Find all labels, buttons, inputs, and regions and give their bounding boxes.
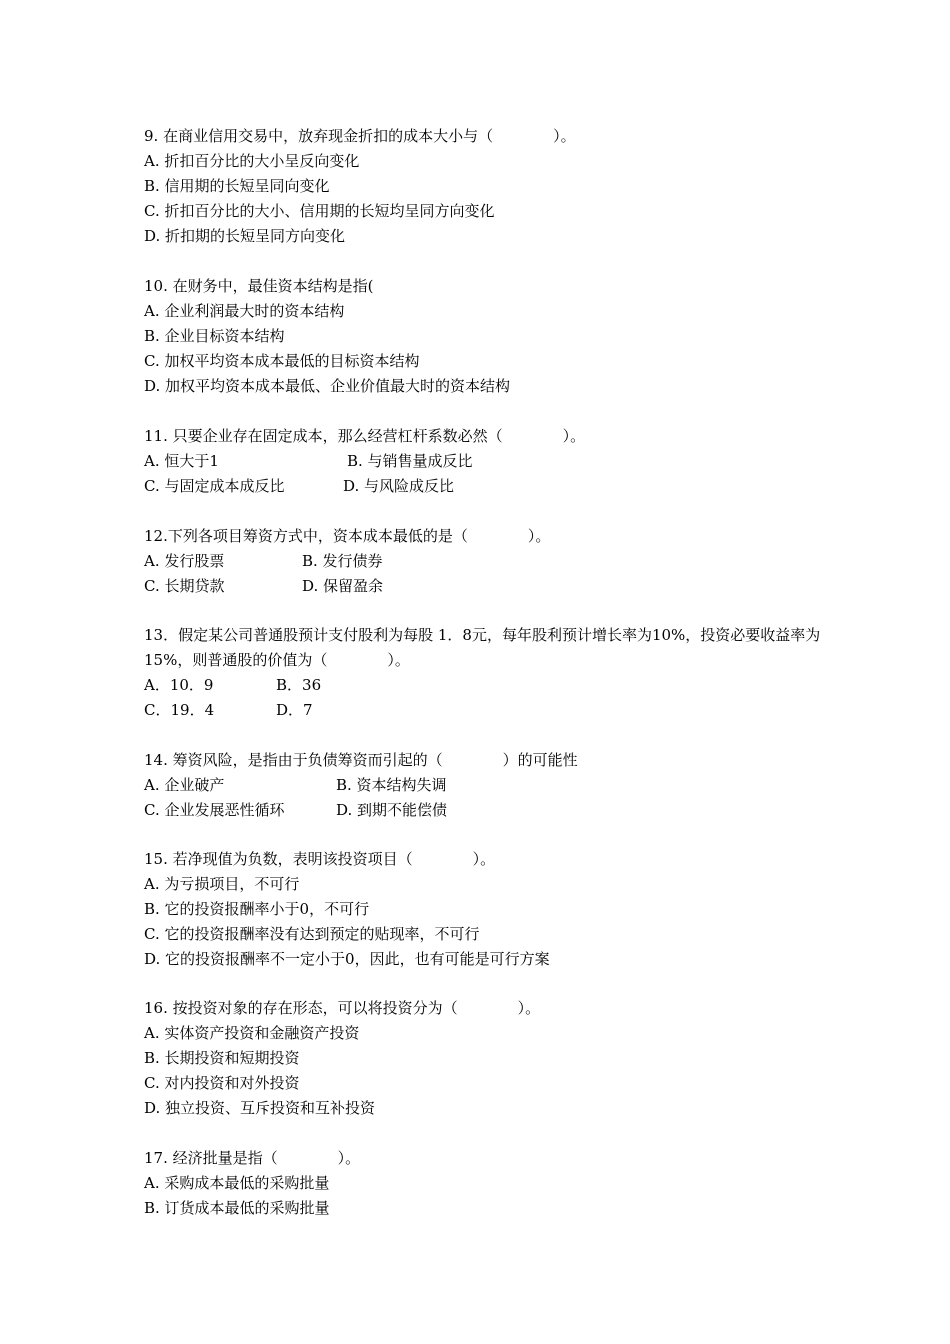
options-row-1 (144, 673, 824, 698)
option-b: B. 长期投资和短期投资 (144, 1049, 300, 1067)
option-b: B. 资本结构失调 (336, 776, 447, 794)
option-b: B. 发行债券 (302, 552, 383, 570)
option-c: C. 折扣百分比的大小、信用期的长短均呈同方向变化 (144, 202, 495, 220)
question-stem: 14. 筹资风险，是指由于负债筹资而引起的（ ）的可能性 (144, 751, 578, 769)
option-c: C. 长期贷款 (144, 577, 225, 595)
question-11 (144, 424, 824, 499)
option-a: A. 恒大于1 (144, 452, 219, 470)
option-c: C. 对内投资和对外投资 (144, 1074, 300, 1092)
option-c: C. 与固定成本成反比 (144, 477, 285, 495)
question-stem: 13．假定某公司普通股预计支付股利为每股 1．8元，每年股利预计增长率为10%，投资必要收益率为15%，则普通股的价值为（ ）。 (144, 626, 821, 669)
option-d: D. 折扣期的长短呈同方向变化 (144, 227, 346, 245)
options-row-2 (144, 474, 824, 499)
question-stem: 9. 在商业信用交易中，放弃现金折扣的成本大小与（ ）。 (144, 127, 576, 145)
question-stem: 17. 经济批量是指（ ）。 (144, 1149, 361, 1167)
option-a: A. 企业破产 (144, 776, 225, 794)
question-10 (144, 274, 824, 399)
option-d: D. 独立投资、互斥投资和互补投资 (144, 1099, 376, 1117)
option-d: D. 到期不能偿债 (336, 801, 448, 819)
option-a: A. 企业利润最大时的资本结构 (144, 302, 345, 320)
option-b: B. 它的投资报酬率小于0，不可行 (144, 900, 370, 918)
option-d: D. 加权平均资本成本最低、企业价值最大时的资本结构 (144, 377, 511, 395)
question-9 (144, 124, 824, 249)
option-d: D. 保留盈余 (302, 577, 384, 595)
option-d: D. 它的投资报酬率不一定小于0，因此，也有可能是可行方案 (144, 950, 550, 968)
option-a: A．10．9 (144, 676, 214, 694)
option-a: A. 发行股票 (144, 552, 225, 570)
question-13 (144, 623, 824, 723)
option-d: D．7 (276, 701, 313, 719)
options-row-1 (144, 549, 824, 574)
question-17 (144, 1146, 824, 1221)
question-stem: 12.下列各项目筹资方式中，资本成本最低的是（ ）。 (144, 527, 551, 545)
options-row-2 (144, 798, 824, 823)
question-14 (144, 748, 824, 823)
option-c: C. 加权平均资本成本最低的目标资本结构 (144, 352, 420, 370)
question-stem: 10. 在财务中，最佳资本结构是指( (144, 277, 374, 295)
question-12 (144, 524, 824, 599)
question-stem: 11. 只要企业存在固定成本，那么经营杠杆系数必然（ ）。 (144, 427, 586, 445)
option-a: A. 采购成本最低的采购批量 (144, 1174, 330, 1192)
option-c: C. 它的投资报酬率没有达到预定的贴现率，不可行 (144, 925, 480, 943)
question-16 (144, 996, 824, 1121)
question-stem: 15. 若净现值为负数，表明该投资项目（ ）。 (144, 850, 496, 868)
options-row-1 (144, 773, 824, 798)
option-a: A. 为亏损项目，不可行 (144, 875, 300, 893)
option-b: B. 企业目标资本结构 (144, 327, 285, 345)
options-row-1 (144, 449, 824, 474)
question-15 (144, 847, 824, 972)
option-c: C. 企业发展恶性循环 (144, 801, 285, 819)
option-c: C．19．4 (144, 701, 215, 719)
option-a: A. 折扣百分比的大小呈反向变化 (144, 152, 360, 170)
option-b: B. 信用期的长短呈同向变化 (144, 177, 330, 195)
question-stem: 16. 按投资对象的存在形态，可以将投资分为（ ）。 (144, 999, 541, 1017)
option-a: A. 实体资产投资和金融资产投资 (144, 1024, 360, 1042)
option-b: B．36 (276, 676, 322, 694)
option-b: B. 与销售量成反比 (347, 452, 473, 470)
options-row-2 (144, 698, 824, 723)
option-d: D. 与风险成反比 (343, 477, 455, 495)
options-row-2 (144, 574, 824, 599)
option-b: B. 订货成本最低的采购批量 (144, 1199, 330, 1217)
